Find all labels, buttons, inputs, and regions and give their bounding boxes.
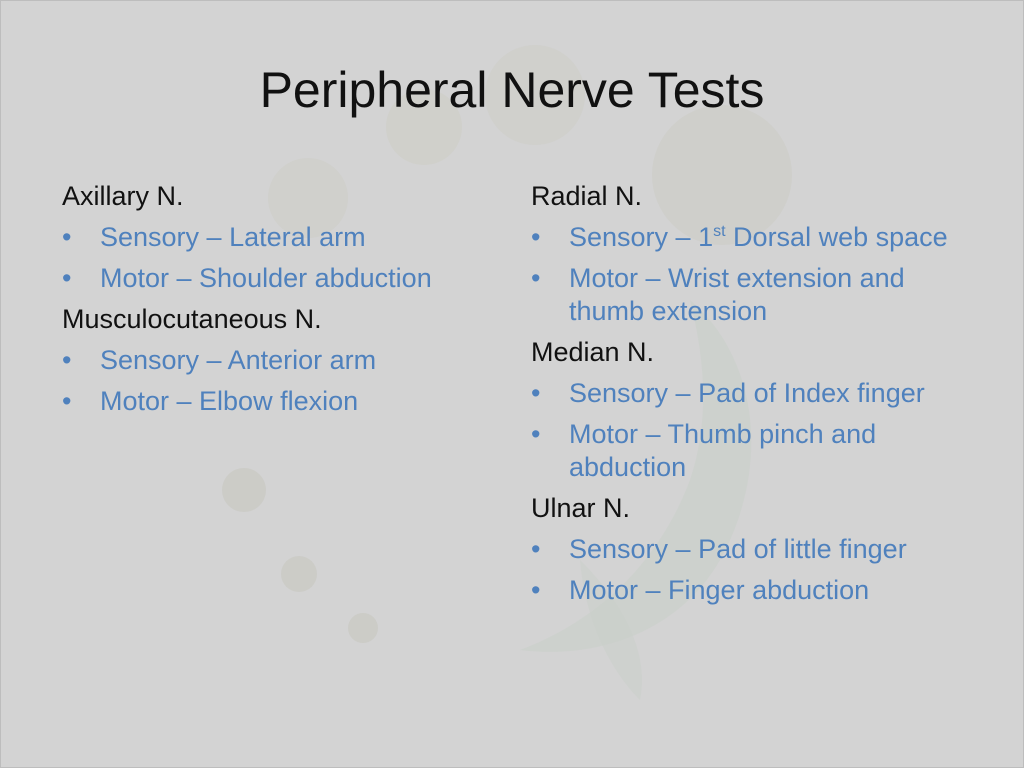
nerve-heading-musculocutaneous: Musculocutaneous N.: [62, 304, 322, 334]
list-item: • Motor – Shoulder abduction: [62, 262, 512, 295]
nerve-heading-radial: Radial N.: [531, 181, 643, 211]
slide-title: Peripheral Nerve Tests: [259, 62, 765, 118]
list-item: [531, 221, 971, 254]
list-item: • Sensory – Anterior arm: [62, 344, 512, 377]
list-item: • Sensory – Pad of Index finger: [531, 377, 971, 410]
list-item: • Motor – Elbow flexion: [62, 385, 512, 418]
right-column: [531, 180, 971, 615]
decor-circle: [348, 613, 378, 643]
radial-sensory-prefix: Sensory – 1: [569, 222, 714, 252]
nerve-heading-ulnar: Ulnar N.: [531, 493, 631, 523]
median-test-list: [531, 377, 971, 484]
musculocutaneous-test-list: [62, 344, 512, 418]
decor-circle: [222, 468, 266, 512]
list-item: • Motor – Thumb pinch and abduction: [531, 418, 971, 484]
ordinal-superscript: st: [713, 223, 726, 240]
decor-circle: [281, 556, 317, 592]
ulnar-test-list: [531, 533, 971, 607]
list-item: • Sensory – Lateral arm: [62, 221, 512, 254]
left-column: [62, 180, 512, 426]
list-item: • Motor – Finger abduction: [531, 574, 971, 607]
nerve-heading-median: Median N.: [531, 337, 655, 367]
radial-sensory-suffix: Dorsal web space: [725, 222, 948, 252]
nerve-heading-axillary: Axillary N.: [62, 181, 184, 211]
list-item: • Sensory – Pad of little finger: [531, 533, 971, 566]
list-item: • Motor – Wrist extension and thumb extension: [531, 262, 971, 328]
radial-test-list: [531, 221, 971, 328]
axillary-test-list: [62, 221, 512, 295]
